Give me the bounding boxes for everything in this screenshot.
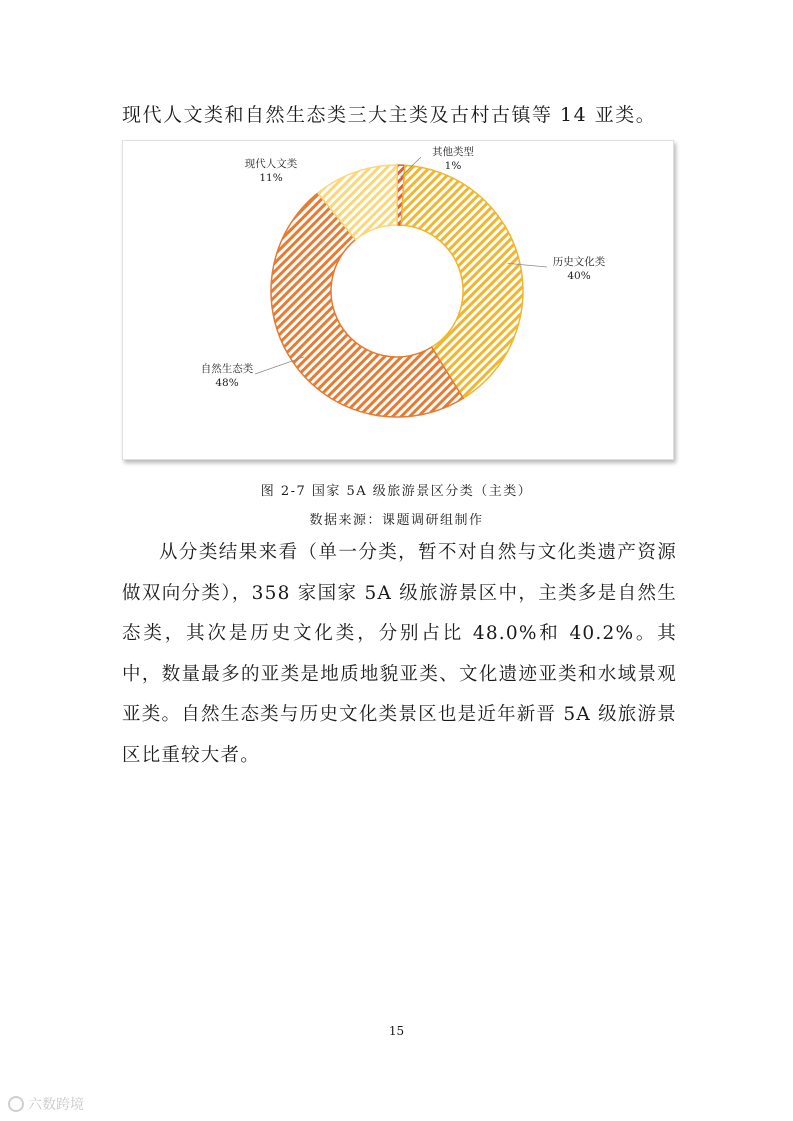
slice-label-3: 自然生态类	[200, 363, 254, 375]
page-number: 15	[388, 1024, 405, 1038]
doughnut-chart	[122, 140, 674, 460]
intro-line: 现代人文类和自然生态类三大主类及古村古镇等 14 亚类。	[122, 104, 657, 126]
slice-label-4: 现代人文类	[244, 158, 298, 170]
slice-percent-3: 48%	[215, 377, 239, 389]
watermark-logo-icon	[8, 1096, 24, 1112]
source-caption: 数据来源：课题调研组制作	[309, 513, 484, 528]
chart-canvas	[123, 141, 673, 459]
body-paragraph	[122, 533, 677, 776]
slice-percent-2: 40%	[567, 270, 591, 282]
figure-caption: 图 2-7 国家 5A 级旅游景区分类（主类）	[260, 484, 533, 499]
paragraph-text: 从分类结果来看（单一分类，暂不对自然与文化类遗产资源做双向分类），358 家国家 5A 级旅游景区中，主类多是自然生态类，其次是历史文化类，分别占比 48.0%和 40.2%。其中，数量最多的亚类是地质地貌亚类、文化遗迹亚类和水域景观亚类。自然生态类与历史文化类景区也是近年新晋 5A 级旅游景区比重较大者。	[122, 542, 677, 766]
slice-label-1: 其他类型	[432, 146, 474, 158]
slice-label-2: 历史文化类	[552, 256, 606, 268]
slice-percent-4: 11%	[259, 172, 283, 184]
watermark-text: 六数跨境	[28, 1097, 84, 1113]
watermark	[8, 1094, 84, 1114]
slice-percent-1: 1%	[444, 160, 462, 172]
